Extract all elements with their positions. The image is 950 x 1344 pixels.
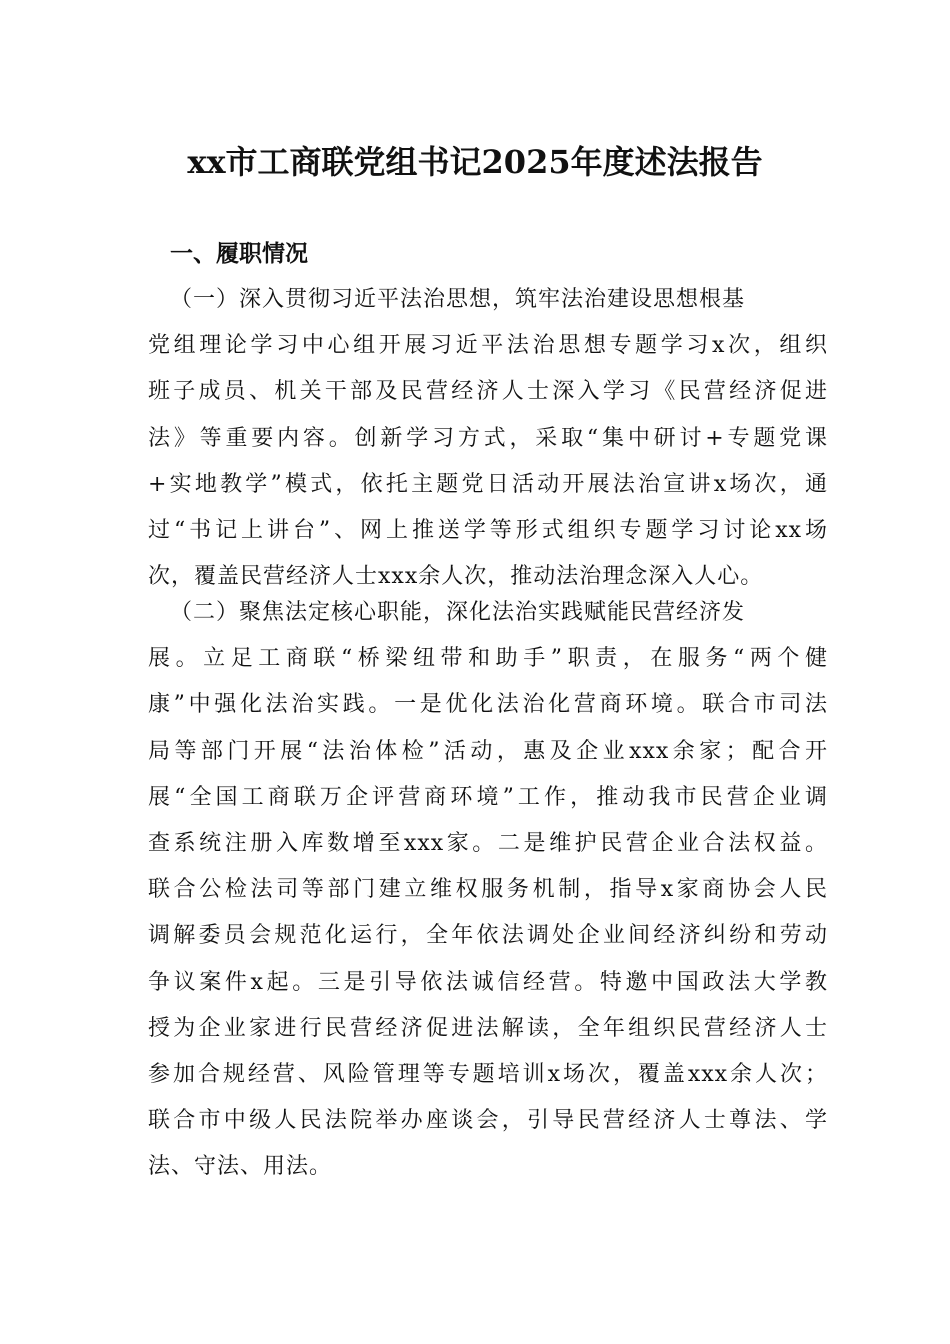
document-title: xx市工商联党组书记2025年度述法报告 (187, 143, 763, 181)
paragraph-line: 局等部门开展“法治体检”活动，惠及企业xxx余家；配合开 (148, 738, 828, 764)
paragraph-line: 康”中强化法治实践。一是优化法治化营商环境。联合市司法 (148, 692, 828, 718)
paragraph-2 (148, 590, 828, 1190)
paragraph-line: 展“全国工商联万企评营商环境”工作，推动我市民营企业调 (148, 784, 828, 810)
paragraph-line: 调解委员会规范化运行，全年依法调处企业间经济纠纷和劳动 (148, 923, 828, 949)
paragraph-line: 参加合规经营、风险管理等专题培训x场次，覆盖xxx余人次； (148, 1061, 828, 1087)
paragraph-line: 法》等重要内容。创新学习方式，采取“集中研讨+专题党课 (148, 425, 828, 451)
paragraph-line: 联合公检法司等部门建立维权服务机制，指导x家商协会人民 (148, 877, 828, 903)
paragraph-line: 班子成员、机关干部及民营经济人士深入学习《民营经济促进 (148, 379, 828, 405)
paragraph-line: 联合市中级人民法院举办座谈会，引导民营经济人士尊法、学 (148, 1108, 828, 1134)
paragraph-line: 争议案件x起。三是引导依法诚信经营。特邀中国政法大学教 (148, 969, 828, 995)
paragraph-line: 次，覆盖民营经济人士xxx余人次，推动法治理念深入人心。 (148, 564, 764, 590)
paragraph-line: 过“书记上讲台”、网上推送学等形式组织专题学习讨论xx场 (148, 517, 828, 543)
paragraph-1 (148, 277, 828, 600)
paragraph-line: 法、守法、用法。 (148, 1154, 333, 1180)
paragraph-line: 党组理论学习中心组开展习近平法治思想专题学习x次，组织 (148, 333, 828, 359)
paragraph-line: 展。立足工商联“桥梁纽带和助手”职责，在服务“两个健 (148, 646, 828, 672)
paragraph-line: 授为企业家进行民营经济促进法解读，全年组织民营经济人士 (148, 1015, 828, 1041)
paragraph-line: （二）聚焦法定核心职能，深化法治实践赋能民营经济发 (170, 600, 746, 625)
paragraph-line: （一）深入贯彻习近平法治思想，筑牢法治建设思想根基 (170, 287, 746, 312)
paragraph-line: +实地教学”模式，依托主题党日活动开展法治宣讲x场次，通 (148, 471, 828, 497)
section-heading: 一、履职情况 (170, 241, 308, 267)
paragraph-line: 查系统注册入库数增至xxx家。二是维护民营企业合法权益。 (148, 830, 828, 856)
